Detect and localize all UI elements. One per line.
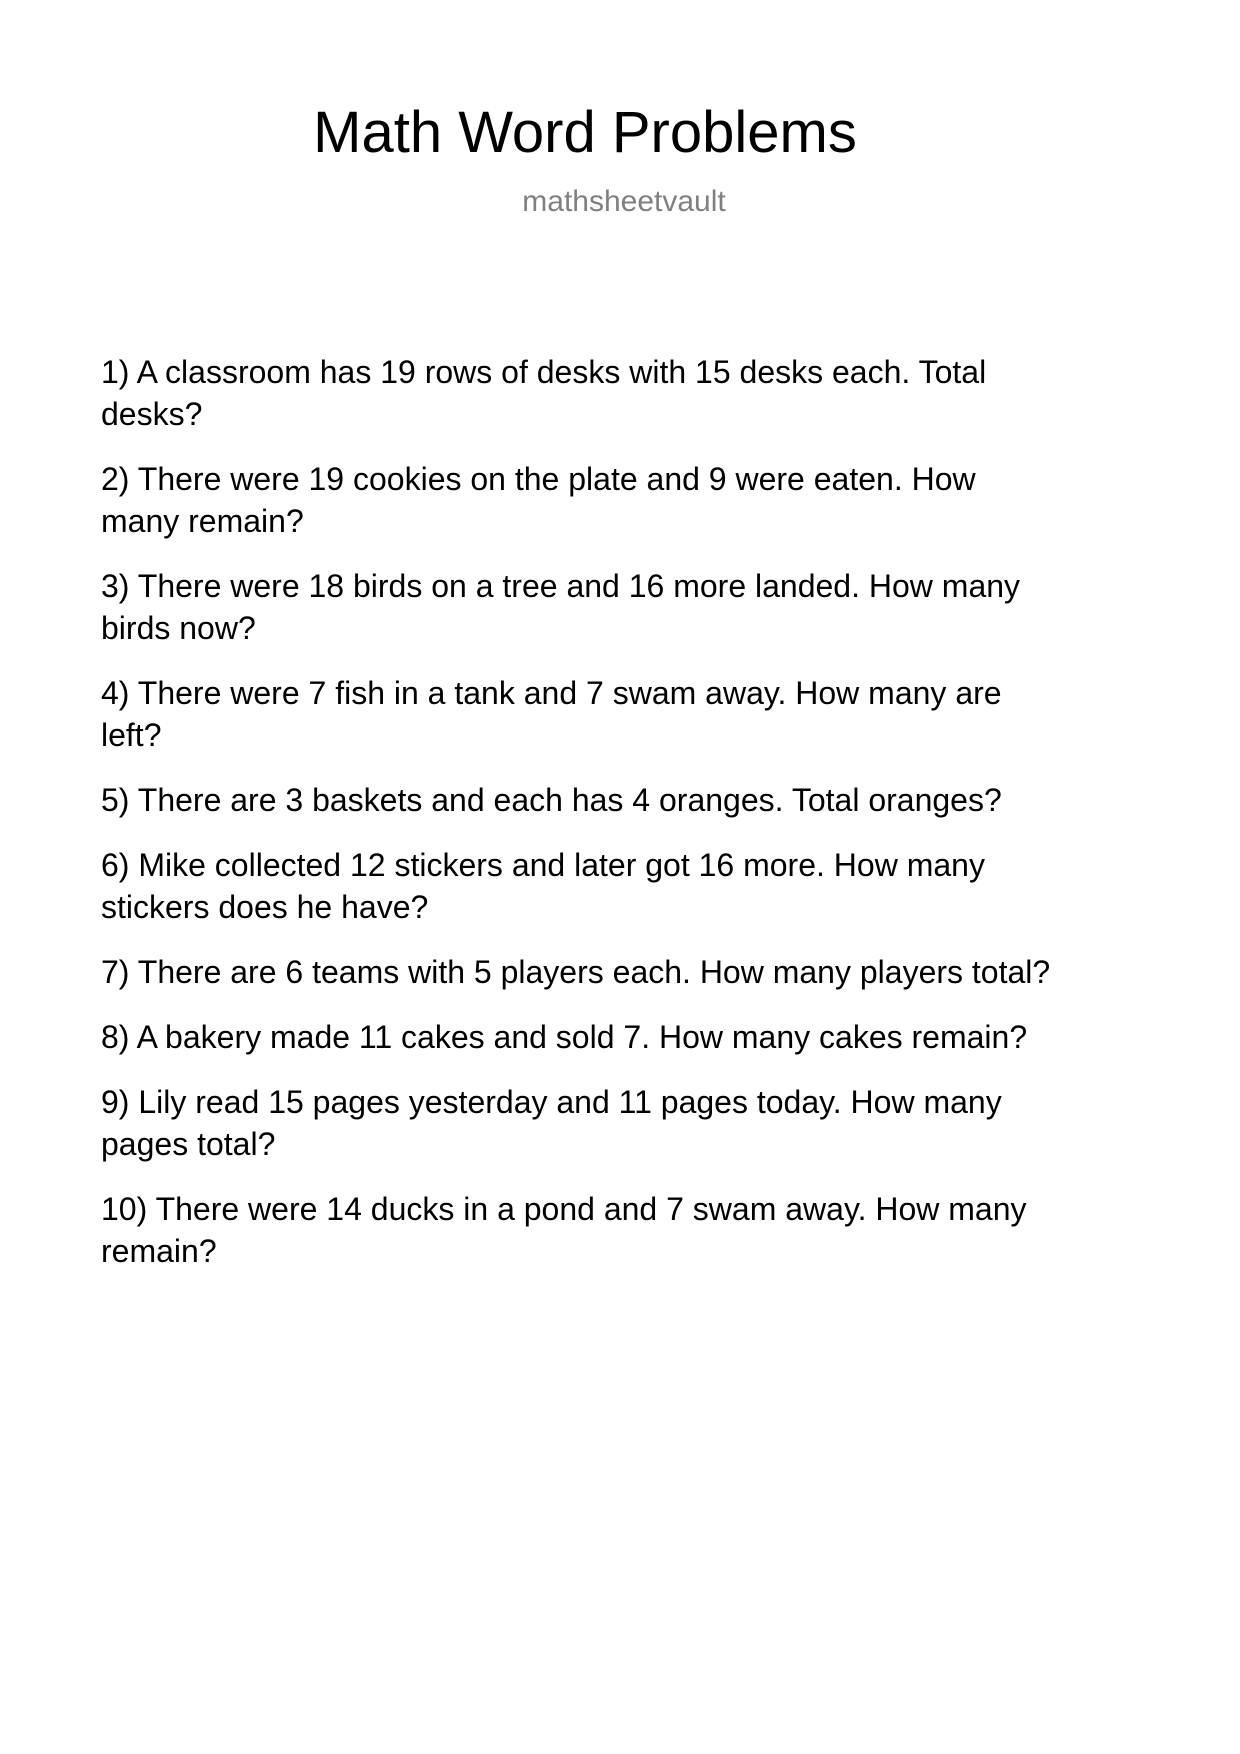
page-title: Math Word Problems bbox=[313, 100, 857, 165]
problem-text-line: birds now? bbox=[101, 610, 256, 646]
problem-text-line: remain? bbox=[101, 1233, 217, 1269]
problem-item bbox=[101, 1081, 1201, 1165]
problem-item bbox=[101, 844, 1201, 928]
problem-text-line: 2) There were 19 cookies on the plate and 9 were eaten. How bbox=[101, 461, 976, 497]
problem-text-line: 7) There are 6 teams with 5 players each. How many players total? bbox=[101, 954, 1051, 990]
problem-item bbox=[101, 565, 1201, 649]
problem-item bbox=[101, 1016, 1201, 1058]
problem-text-line: 1) A classroom has 19 rows of desks with 15 desks each. Total bbox=[101, 354, 987, 390]
problem-text-line: 6) Mike collected 12 stickers and later got 16 more. How many bbox=[101, 847, 985, 883]
problem-item bbox=[101, 1188, 1201, 1272]
problem-text-line: pages total? bbox=[101, 1126, 276, 1162]
problem-item bbox=[101, 672, 1201, 756]
problem-item bbox=[101, 779, 1201, 821]
problem-text-line: 10) There were 14 ducks in a pond and 7 swam away. How many bbox=[101, 1191, 1027, 1227]
problem-item bbox=[101, 351, 1201, 435]
problem-text-line: 8) A bakery made 11 cakes and sold 7. How many cakes remain? bbox=[101, 1019, 1028, 1055]
problem-text-line: desks? bbox=[101, 396, 203, 432]
problem-list bbox=[101, 351, 1201, 1295]
problem-item bbox=[101, 458, 1201, 542]
problem-item bbox=[101, 951, 1201, 993]
problem-text-line: 3) There were 18 birds on a tree and 16 more landed. How many bbox=[101, 568, 1021, 604]
problem-text-line: 4) There were 7 fish in a tank and 7 swam away. How many are bbox=[101, 675, 1002, 711]
page-subtitle: mathsheetvault bbox=[522, 185, 726, 218]
problem-text-line: stickers does he have? bbox=[101, 889, 429, 925]
problem-text-line: 5) There are 3 baskets and each has 4 oranges. Total oranges? bbox=[101, 782, 1002, 818]
problem-text-line: 9) Lily read 15 pages yesterday and 11 pages today. How many bbox=[101, 1084, 1002, 1120]
problem-text-line: left? bbox=[101, 717, 162, 753]
problem-text-line: many remain? bbox=[101, 503, 304, 539]
